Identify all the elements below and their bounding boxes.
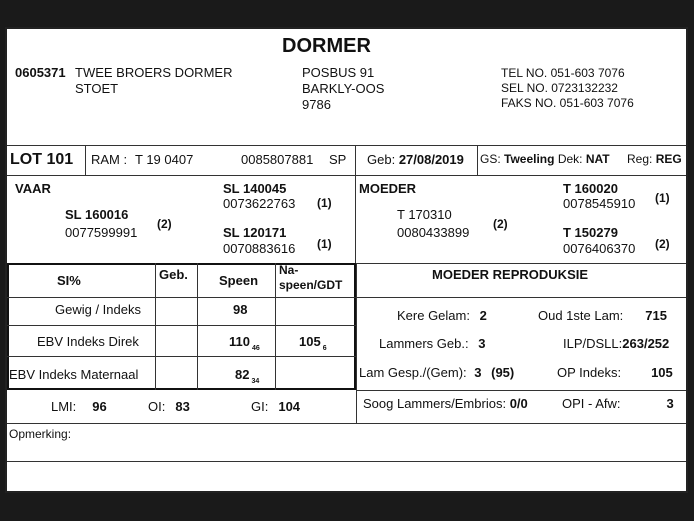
si-header-label: SI%	[57, 273, 81, 288]
farm-name-line-2: STOET	[75, 81, 119, 96]
divider-lot-top	[7, 145, 686, 146]
si-header-speen: Speen	[219, 273, 259, 288]
breed-title: DORMER	[282, 35, 371, 57]
sires-dam-no: 0070883616	[223, 241, 296, 256]
repro-soog: Soog Lammers/Embrios: 0/0	[363, 396, 528, 411]
si-header-naspeen: Na- speen/GDT	[279, 263, 343, 292]
repro-divider	[356, 390, 686, 391]
dams-dam-id: T 150279	[563, 225, 618, 240]
repro-oud: Oud 1ste Lam: 715	[538, 308, 667, 323]
si-row-speen: 98	[233, 302, 248, 317]
divider-opmerking	[7, 461, 686, 462]
ram-reg-no: 0085807881	[241, 152, 314, 167]
sire-no: 0077599991	[65, 225, 138, 240]
gs-info: GS: Tweeling Dek: NAT	[480, 152, 610, 166]
repro-lammers: Lammers Geb.: 3	[379, 336, 486, 351]
sires-sire-no: 0073622763	[223, 196, 296, 211]
si-header-geb: Geb.	[159, 267, 188, 282]
vaar-label: VAAR	[15, 181, 51, 196]
divider	[85, 145, 86, 175]
repro-kere: Kere Gelam: 2	[397, 308, 487, 323]
ram-label: RAM :	[91, 152, 128, 167]
sel-number: SEL NO. 0723132232	[501, 81, 618, 95]
birth-date-value: 27/08/2019	[398, 152, 464, 167]
dam-mark: (2)	[493, 217, 508, 231]
dams-dam-no: 0076406370	[563, 241, 636, 256]
lmi-index: LMI: 96	[51, 399, 107, 414]
divider-pedigree	[355, 175, 356, 263]
divider-lot-bottom	[7, 175, 686, 176]
reg-info: Reg: REG	[627, 152, 682, 166]
address-line-1: POSBUS 91	[302, 65, 375, 80]
faks-number: FAKS NO. 051-603 7076	[501, 96, 634, 110]
sires-dam-id: SL 120171	[223, 225, 287, 240]
oi-index: OI: 83	[148, 399, 190, 414]
farm-code: 0605371	[15, 65, 66, 80]
si-row-label: EBV Indeks Direk	[37, 334, 139, 349]
gi-index: GI: 104	[251, 399, 301, 414]
opmerking-label: Opmerking:	[9, 427, 72, 441]
si-row-divider	[7, 325, 356, 326]
dam-id: T 170310	[397, 207, 452, 222]
ram-id: T 19 0407	[135, 152, 194, 167]
repro-header-divider	[356, 297, 686, 298]
si-row-speen: 82 $_{34}$	[235, 367, 260, 385]
si-row-label: Gewig / Indeks	[55, 302, 141, 317]
lot-label: LOT 101	[10, 151, 74, 168]
si-col-divider	[275, 263, 276, 390]
si-header-divider	[7, 297, 356, 298]
si-col-divider	[197, 263, 198, 390]
birth-date-label: Geb:	[367, 152, 396, 167]
tel-number: TEL NO. 051-603 7076	[501, 66, 625, 80]
repro-ilp: ILP/DSLL:263/252	[563, 336, 670, 351]
si-row-divider	[7, 356, 356, 357]
si-row-naspeen: 105 $_6$	[299, 334, 327, 352]
cut-off-red-text	[40, 491, 660, 495]
repro-left-border	[356, 263, 357, 423]
si-row-label: EBV Indeks Maternaal	[9, 367, 139, 382]
dams-dam-mark: (2)	[655, 237, 670, 251]
sire-mark: (2)	[157, 217, 172, 231]
dam-no: 0080433899	[397, 225, 470, 240]
repro-op: OP Indeks: 105	[557, 365, 673, 380]
sires-dam-mark: (1)	[317, 237, 332, 251]
address-line-3: 9786	[302, 97, 331, 112]
repro-gesp: Lam Gesp./(Gem): 3 (95)	[359, 365, 515, 380]
lot-card	[5, 27, 688, 493]
dams-sire-no: 0078545910	[563, 196, 636, 211]
si-col-divider	[155, 263, 156, 390]
bottom-strip	[0, 493, 694, 521]
dams-sire-mark: (1)	[655, 191, 670, 205]
repro-title: MOEDER REPRODUKSIE	[432, 267, 589, 282]
dams-sire-id: T 160020	[563, 181, 618, 196]
divider	[355, 145, 356, 175]
farm-name-line-1: TWEE BROERS DORMER	[75, 65, 233, 80]
ram-sp: SP	[329, 152, 347, 167]
sires-sire-id: SL 140045	[223, 181, 287, 196]
repro-opi: OPI - Afw: 3	[562, 396, 674, 411]
divider-index-bottom	[7, 423, 686, 424]
birth-date	[367, 152, 464, 167]
address-line-2: BARKLY-OOS	[302, 81, 385, 96]
divider	[477, 145, 478, 175]
sire-id: SL 160016	[65, 207, 129, 222]
si-row-speen: 110 $_{46}$	[229, 334, 260, 352]
sires-sire-mark: (1)	[317, 196, 332, 210]
moeder-label: MOEDER	[359, 181, 417, 196]
